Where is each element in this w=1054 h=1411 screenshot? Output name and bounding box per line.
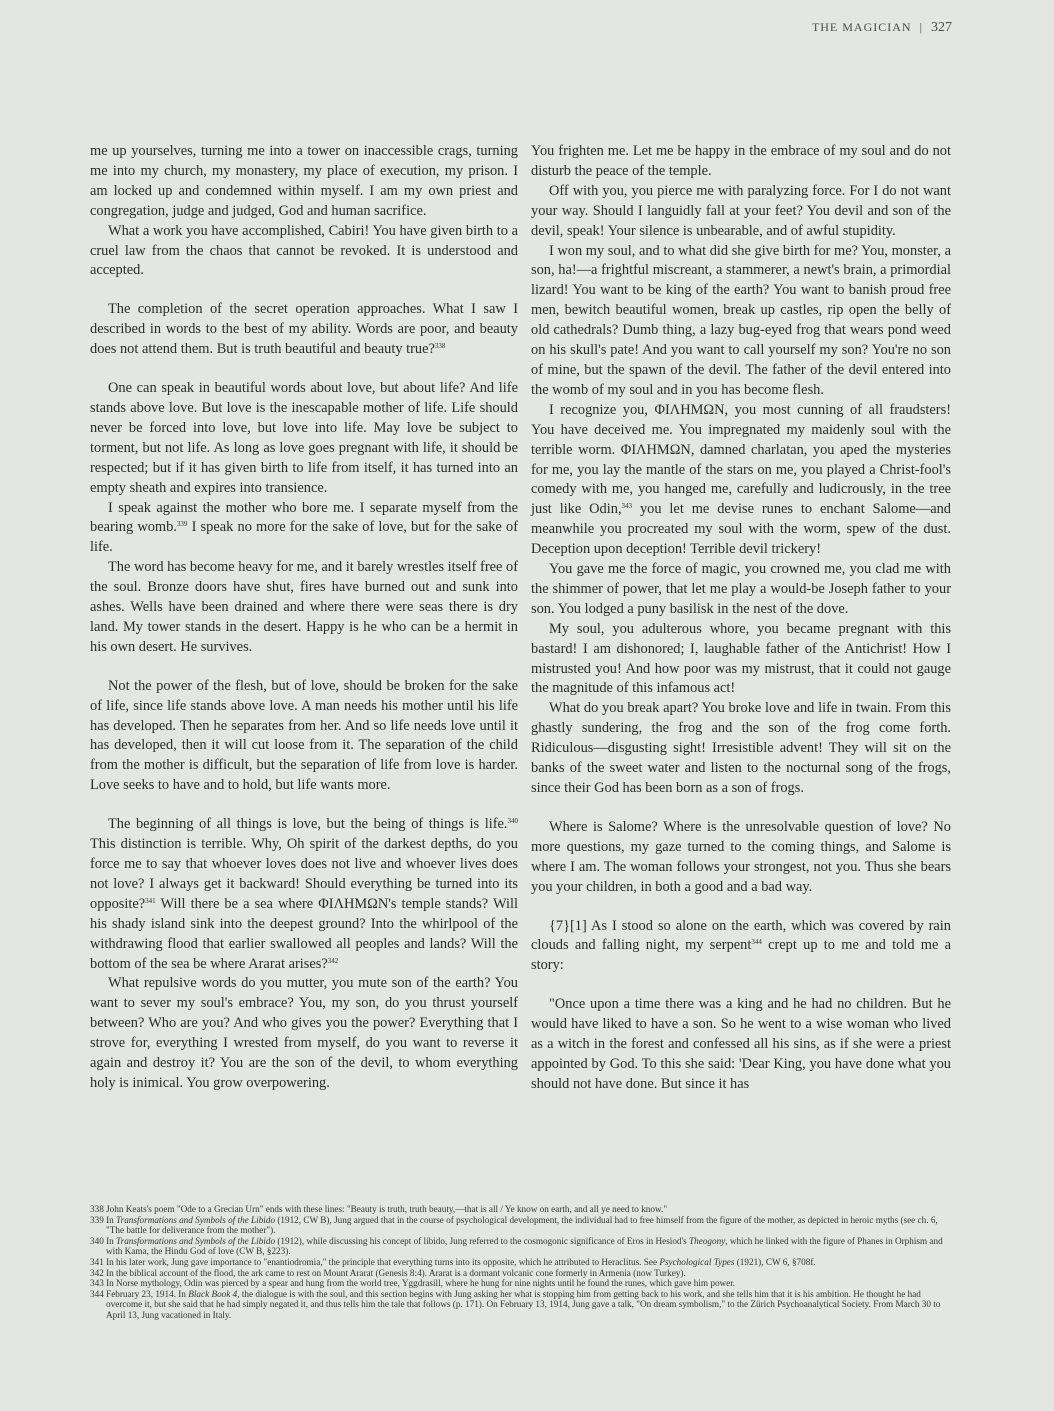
footnote-text: , the dialogue is with the soul, and this section begins with Jung asking her what is stopping him from getting back to his work, and she tells him that it is his ambition. He thought he had overcome it, but she said that he had simply negated it, and thus tells him the tale that follows (p. 171). On February 13, 1914, Jung gave a talk, "On dream symbolism," to the Zürich Psychoanalytical Society. From March 30 to April 13, Jung vacationed in Italy.: [106, 1288, 941, 1320]
footnote-ref: 339: [176, 520, 188, 529]
footnote-text: February 23, 1914. In: [106, 1288, 189, 1299]
book-title: Black Book 4: [188, 1288, 238, 1299]
footnote-text: (1921), CW 6, §708f.: [734, 1256, 816, 1267]
footnote-text: (1912, CW B), Jung argued that in the course of psychological development, the individual had to free himself from the figure of the mother, as depicted in heroic myths (see ch. 6, "The battle for deliverance from the mother").: [106, 1214, 938, 1236]
paragraph: [90, 300, 518, 360]
footnote: [90, 1268, 950, 1279]
paragraph: me up yourselves, turning me into a tower on inaccessible crags, turning me into my church, my monastery, my place of execution, my prison. I am locked up and condemned within myself. I am my own priest and congregation, judge and judged, God and human sacrifice.: [90, 143, 518, 219]
footnotes: [90, 1204, 950, 1321]
paragraph-text: The beginning of all things is love, but the being of things is life.: [108, 816, 508, 833]
paragraph: One can speak in beautiful words about love, but about life? And life stands above love. But love is the inescapable mother of life. Life should never be forced into love, but love into life. May love be subject to torment, but not life. As long as love goes pregnant with life, it should be respected; but if it has given birth to life from itself, it has turned into an empty sheath and expires into transience.: [90, 380, 518, 496]
footnote: [90, 1278, 950, 1289]
footnote-text: In his later work, Jung gave importance to "enantiodromia," the principle that everything turns into its opposite, which he attributed to Heraclitus. See: [106, 1256, 660, 1267]
footnote: [90, 1236, 950, 1257]
paragraph: My soul, you adulterous whore, you became pregnant with this bastard! I am dishonored; I, laughable father of the Antichrist! How I mistrusted you! And how poor was my mistrust, that it could not gauge the magnitude of this infamous act!: [531, 620, 951, 697]
paragraph: [531, 917, 951, 977]
footnote-ref: 344: [751, 938, 762, 947]
running-header: [812, 20, 952, 36]
footnote-ref: 340: [507, 817, 518, 826]
right-column: [531, 142, 951, 1095]
paragraph: Not the power of the flesh, but of love, should be broken for the sake of life, since life stands above love. A man needs his mother until his life has developed. Then he separates from her. And so life needs love until it has developed, then it will cut loose from it. The separation of the child from the mother is difficult, but the separation of life from love is harder. Love seeks to have and to hold, but life wants more.: [90, 677, 518, 794]
footnote-number: 341: [90, 1256, 104, 1267]
footnote: [90, 1257, 950, 1268]
footnote-ref: 342: [327, 956, 339, 965]
footnote-number: 344: [90, 1288, 104, 1299]
paragraph-text: Will there be a sea where ΦΙΛΗΜΩΝ's temple stands? Will his shady island sink into the deepest ground? Into the whirlpool of the withdrawing flood that earlier swallowed all peoples and lands? Will the bottom of the sea be where Ararat arises?: [90, 895, 518, 972]
paragraph: "Once upon a time there was a king and he had no children. But he would have liked to have a son. So he went to a wise woman who lived as a witch in the forest and confessed all his sins, as if she were a priest appointed by God. To this she said: 'Dear King, you have done what you should not have done. But since it has: [531, 996, 951, 1092]
footnote-number: 338: [90, 1204, 104, 1214]
footnote-text: In: [106, 1235, 117, 1246]
footnote: [90, 1215, 950, 1236]
footnote-text: In the biblical account of the flood, the ark came to rest on Mount Ararat (Genesis 8:4). Ararat is a dormant volcanic cone formerly in Armenia (now Turkey).: [106, 1267, 686, 1278]
paragraph: Where is Salome? Where is the unresolvable question of love? No more questions, my gaze turned to the coming things, and Salome is where I am. The woman follows your strongest, not you. Thus she bears you your children, in both a good and a bad way.: [531, 818, 951, 895]
paragraph: [90, 499, 518, 559]
footnote-text: In: [106, 1214, 117, 1225]
footnote-ref: 338: [434, 342, 446, 351]
paragraph-text: {7}[1] As I stood so alone on the earth, which was covered by rain clouds and falling night, my serpent: [531, 917, 951, 954]
paragraph: You gave me the force of magic, you crowned me, you clad me with the shimmer of power, that let me play a would-be Joseph father to your son. You lodged a puny basilisk in the nest of the dove.: [531, 561, 951, 617]
left-column: [90, 142, 518, 1094]
page-number: 327: [931, 20, 952, 35]
paragraph-text: The completion of the secret operation approaches. What I saw I described in words to the best of my ability. Words are poor, and beauty does not attend them. But is truth beautiful and beauty true?: [90, 301, 518, 358]
paragraph: Off with you, you pierce me with paralyzing force. For I do not want your way. Should I languidly fall at your feet? You devil and son of the devil, speak! Your silence is unbearable, and of awful stupidity.: [531, 182, 951, 239]
footnote: [90, 1289, 950, 1321]
footnote-ref: 341: [145, 896, 156, 905]
footnote-number: 340: [90, 1235, 104, 1246]
footnote-text: , which he linked with the figure of Phanes in Orphism and with Kama, the Hindu God of love (CW B, §223).: [106, 1235, 943, 1257]
footnote-number: 342: [90, 1267, 104, 1278]
paragraph-text: This distinction is terrible. Why, Oh spirit of the darkest depths, do you force me to say that whoever loves does not live and whoever lives does not love? I always get it backward! Should everything be turned into its opposite?: [90, 836, 518, 912]
book-title: Transformations and Symbols of the Libido: [116, 1214, 276, 1225]
paragraph: [90, 815, 518, 974]
book-title: Psychological Types: [659, 1256, 735, 1267]
footnote-ref: 343: [621, 502, 633, 511]
paragraph-text: crept up to me and told me a story:: [531, 937, 952, 974]
paragraph: What do you break apart? You broke love and life in twain. From this ghastly sundering, the frog and the son of the frog come forth. Ridiculous—disgusting sight! Irresistible advent! They will sit on the banks of the sweet water and listen to the nocturnal song of the frogs, since their God has been born as a son of frogs.: [531, 700, 951, 796]
paragraph-text: you let me devise runes to enchant Salome—and meanwhile you procreated my soul with the worm, spew of the dust. Deception upon deception! Terrible devil trickery!: [531, 501, 951, 558]
book-title: Transformations and Symbols of the Libido: [116, 1235, 276, 1246]
footnote: [90, 1204, 950, 1215]
header-separator: |: [919, 20, 923, 34]
paragraph: [531, 401, 951, 560]
footnote-text: In Norse mythology, Odin was pierced by a spear and hung from the world tree, Yggdrasill, where he hung for nine nights until he found the runes, which gave him power.: [106, 1278, 736, 1289]
paragraph: What a work you have accomplished, Cabiri! You have given birth to a cruel law from the chaos that cannot be revoked. It is understood and accepted.: [90, 222, 518, 279]
book-title: Theogony: [689, 1235, 726, 1246]
footnote-text: John Keats's poem "Ode to a Grecian Urn" ends with these lines: "Beauty is truth, truth beauty,—that is all / Ye know on earth, and all ye need to know.": [106, 1204, 668, 1214]
paragraph: What repulsive words do you mutter, you mute son of the earth? You want to sever my soul's embrace? You, my son, do you thrust yourself between? Who are you? And who gives you the power? Everything that I strove for, everything I wrested from myself, do you want to reverse it again and destroy it? You are the son of the devil, to whom everything holy is inimical. You grow overpowering.: [90, 975, 518, 1091]
paragraph-text: I recognize you, ΦΙΛΗΜΩΝ, you most cunning of all fraudsters! You have deceived me. You impregnated my maidenly soul with the terrible worm. ΦΙΛΗΜΩΝ, damned charlatan, you aped the mysteries for me, you lay the mantle of the stars on me, you played a Christ-fool's comedy with me, you hanged me, carefully and ludicrously, in the tree just like Odin,: [531, 401, 951, 518]
footnote-number: 343: [90, 1278, 104, 1289]
paragraph: You frighten me. Let me be happy in the embrace of my soul and do not disturb the peace of the temple.: [531, 143, 951, 179]
paragraph-text: I speak against the mother who bore me. I separate myself from the bearing womb.: [90, 499, 518, 536]
footnote-text: (1912), while discussing his concept of libido, Jung referred to the cosmogonic significance of Eros in Hesiod's: [275, 1235, 690, 1246]
paragraph: The word has become heavy for me, and it barely wrestles itself free of the soul. Bronze doors have shut, fires have burned out and sunk into ashes. Wells have been drained and where there were seas there is dry land. My tower stands in the desert. Happy is he who can be a hermit in his own desert. He survives.: [90, 559, 518, 655]
footnote-number: 339: [90, 1214, 104, 1225]
paragraph: I won my soul, and to what did she give birth for me? You, monster, a son, ha!—a frightful miscreant, a stammerer, a newt's brain, a primordial lizard! You want to be king of the earth? You want to banish proud free men, bewitch beautiful women, break up castles, rip open the belly of old cathedrals? Dumb thing, a lazy bug-eyed frog that wears pond weed on his skull's pate! And you want to call yourself my son? You're no son of mine, but the spawn of the devil. The father of the devil entered into the womb of my soul and in you has become flesh.: [531, 242, 951, 398]
paragraph-text: I speak no more for the sake of love, but for the sake of life.: [90, 519, 518, 556]
chapter-title: THE MAGICIAN: [811, 20, 912, 34]
